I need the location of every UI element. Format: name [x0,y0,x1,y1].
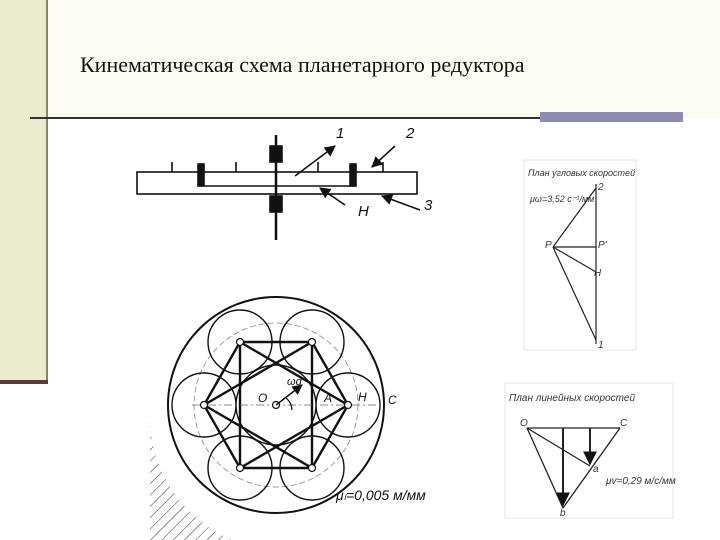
angular-plan-title: План угловых скоростей [528,168,636,178]
point-label-A: A [324,391,333,405]
point-label-H: H [358,390,367,404]
callout-label-H: H [358,203,369,220]
planet-pin-left [198,164,204,186]
callout-label-1: 1 [336,125,345,142]
slide-title: Кинематическая схема планетарного редуктора [80,52,525,77]
planet-pin-right [350,164,356,186]
point-label-C: C [388,393,397,407]
angular-plan-panel [524,160,636,350]
linear-plan-scale: μv=0,29 м/с/мм [606,476,676,487]
angular-point-1: 1 [598,340,604,351]
point-label-O: O [258,391,268,405]
linear-point-C: C [620,418,628,429]
callout-label-2: 2 [406,125,415,142]
linear-point-b: b [560,508,566,519]
shaft-bearing-top [270,146,282,162]
angular-point-H: H [594,268,602,279]
angular-point-P-prime: P' [598,240,607,251]
linear-plan-title: План линейных скоростей [509,393,636,404]
shaft-bearing-bottom [270,196,282,212]
linear-point-O: O [520,418,528,429]
angle-label: ωd [287,376,302,388]
callout-line-H [320,188,345,205]
linear-point-a: a [593,464,599,475]
angular-plan-scale: μω=3,52 с⁻¹/мм [530,194,595,204]
front-view [150,297,384,540]
side-view-scheme [137,135,420,240]
angular-point-2: 2 [598,182,604,193]
length-scale: μₗ=0,005 м/мм [336,487,426,503]
angular-velocity-plan [524,160,636,350]
callout-label-3: 3 [424,197,433,214]
angular-point-P: P [545,240,552,251]
callout-line-3 [382,196,420,210]
